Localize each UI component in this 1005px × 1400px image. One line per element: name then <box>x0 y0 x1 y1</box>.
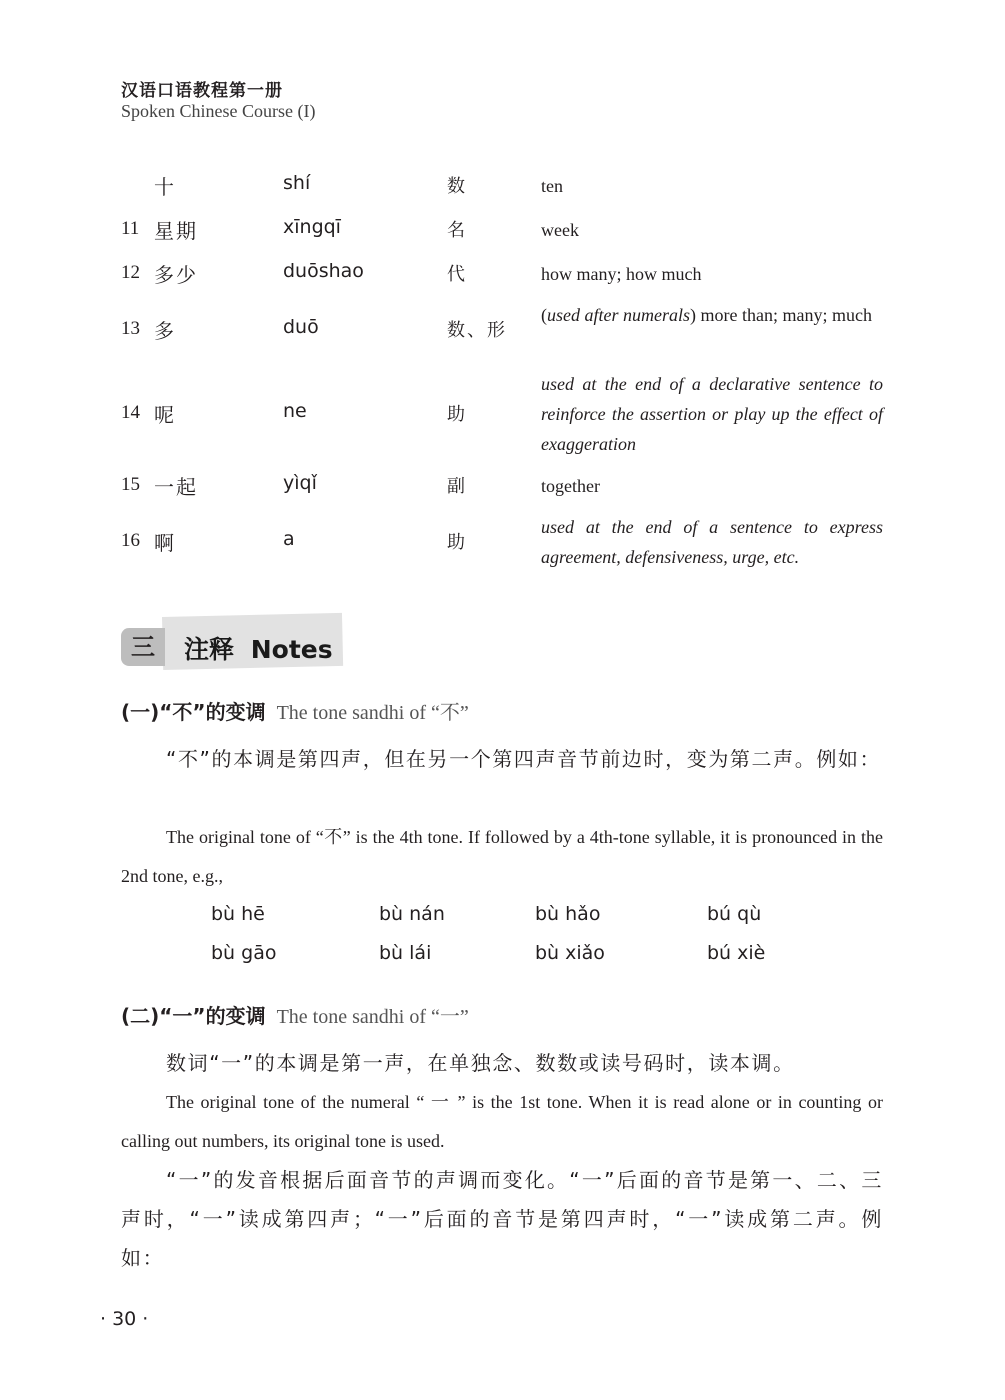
section-number: 三 <box>131 633 155 661</box>
vocab-part-of-speech: 助 <box>447 404 467 425</box>
example-pinyin: bú qù <box>707 903 762 925</box>
definition-text: ( <box>541 305 547 325</box>
vocab-definition <box>541 171 883 201</box>
note2-heading <box>121 1000 469 1029</box>
vocab-number: 16 <box>121 530 140 551</box>
definition-text: ) more than; many; much <box>690 305 872 325</box>
section-title-en: Notes <box>250 635 333 664</box>
section-title <box>184 630 333 666</box>
vocab-part-of-speech: 副 <box>447 476 467 497</box>
vocab-pinyin: duō <box>283 316 319 338</box>
vocab-pinyin: yìqǐ <box>283 472 317 494</box>
vocab-number: 11 <box>121 218 140 239</box>
example-pinyin: bù gāo <box>211 942 277 964</box>
definition-text: used at the end of a sentence to express agreement, defensiveness, urge, etc. <box>541 517 883 567</box>
definition-text: how many; how much <box>541 264 702 284</box>
note2-heading-zh: (二)“一”的变调 <box>121 1004 266 1028</box>
vocab-definition <box>541 300 883 330</box>
note1-english-text: The original tone of “不” is the 4th tone. If followed by a 4th-tone syllable, it is pronounced in the 2nd tone, e.g., <box>121 827 883 886</box>
vocab-hanzi: 呢 <box>154 403 176 427</box>
book-subtitle: Spoken Chinese Course (I) <box>121 101 316 121</box>
note1-heading-en: The tone sandhi of “不” <box>276 702 469 724</box>
note2-heading-en: The tone sandhi of “一” <box>276 1006 469 1028</box>
vocab-definition <box>541 471 883 501</box>
vocab-definition <box>541 512 883 572</box>
vocab-number: 14 <box>121 402 140 423</box>
note1-heading-zh: (一)“不”的变调 <box>121 700 266 724</box>
example-pinyin: bù lái <box>379 942 432 964</box>
vocab-number: 12 <box>121 262 140 283</box>
vocab-part-of-speech: 数 <box>447 176 467 197</box>
example-pinyin: bù xiǎo <box>535 942 605 964</box>
vocab-pinyin: shí <box>283 172 311 194</box>
note2-english-text: The original tone of the numeral “ 一 ” is the 1st tone. When it is read alone or in counting or calling out numbers, its original tone is used. <box>121 1092 883 1151</box>
vocab-part-of-speech: 名 <box>447 220 467 241</box>
note2-chinese-text-1: 数词“一”的本调是第一声，在单独念、数数或读号码时，读本调。 <box>166 1051 795 1075</box>
book-title: 汉语口语教程第一册 <box>121 81 283 101</box>
definition-text: ten <box>541 176 563 196</box>
section-number-badge <box>121 628 165 666</box>
vocab-pinyin: ne <box>283 400 307 422</box>
vocab-pinyin: xīngqī <box>283 216 341 238</box>
note1-heading <box>121 696 469 725</box>
vocab-pinyin: duōshao <box>283 260 364 282</box>
page-number: · 30 · <box>100 1308 149 1330</box>
vocab-hanzi: 啊 <box>154 531 176 555</box>
vocab-part-of-speech: 助 <box>447 532 467 553</box>
vocab-part-of-speech: 数、形 <box>447 320 507 341</box>
vocab-number: 13 <box>121 318 140 339</box>
vocab-hanzi: 星期 <box>154 219 198 243</box>
vocab-number: 15 <box>121 474 140 495</box>
vocab-hanzi: 十 <box>154 175 176 199</box>
definition-text: together <box>541 476 600 496</box>
example-pinyin: bù nán <box>379 903 445 925</box>
vocab-definition <box>541 369 883 459</box>
vocab-part-of-speech: 代 <box>447 264 467 285</box>
vocab-hanzi: 一起 <box>154 475 198 499</box>
vocab-hanzi: 多少 <box>154 263 198 287</box>
definition-text: used after numerals <box>547 305 690 325</box>
definition-text: week <box>541 220 579 240</box>
vocab-definition <box>541 215 883 245</box>
example-pinyin: bú xiè <box>707 942 766 964</box>
vocab-hanzi: 多 <box>154 319 176 343</box>
note1-chinese-text: “不”的本调是第四声，但在另一个第四声音节前边时，变为第二声。例如： <box>166 747 882 771</box>
vocab-definition <box>541 259 883 289</box>
note2-chinese-text-2: “一”的发音根据后面音节的声调而变化。“一”后面的音节是第一、二、三声时，“一”读成第四声；“一”后面的音节是第四声时，“一”读成第二声。例如： <box>121 1168 883 1270</box>
definition-text: used at the end of a declarative sentence to reinforce the assertion or play up the effect of exaggeration <box>541 374 883 454</box>
section-title-zh: 注释 <box>184 635 235 664</box>
example-pinyin: bù hē <box>211 903 265 925</box>
vocab-pinyin: a <box>283 528 295 550</box>
example-pinyin: bù hǎo <box>535 903 601 925</box>
